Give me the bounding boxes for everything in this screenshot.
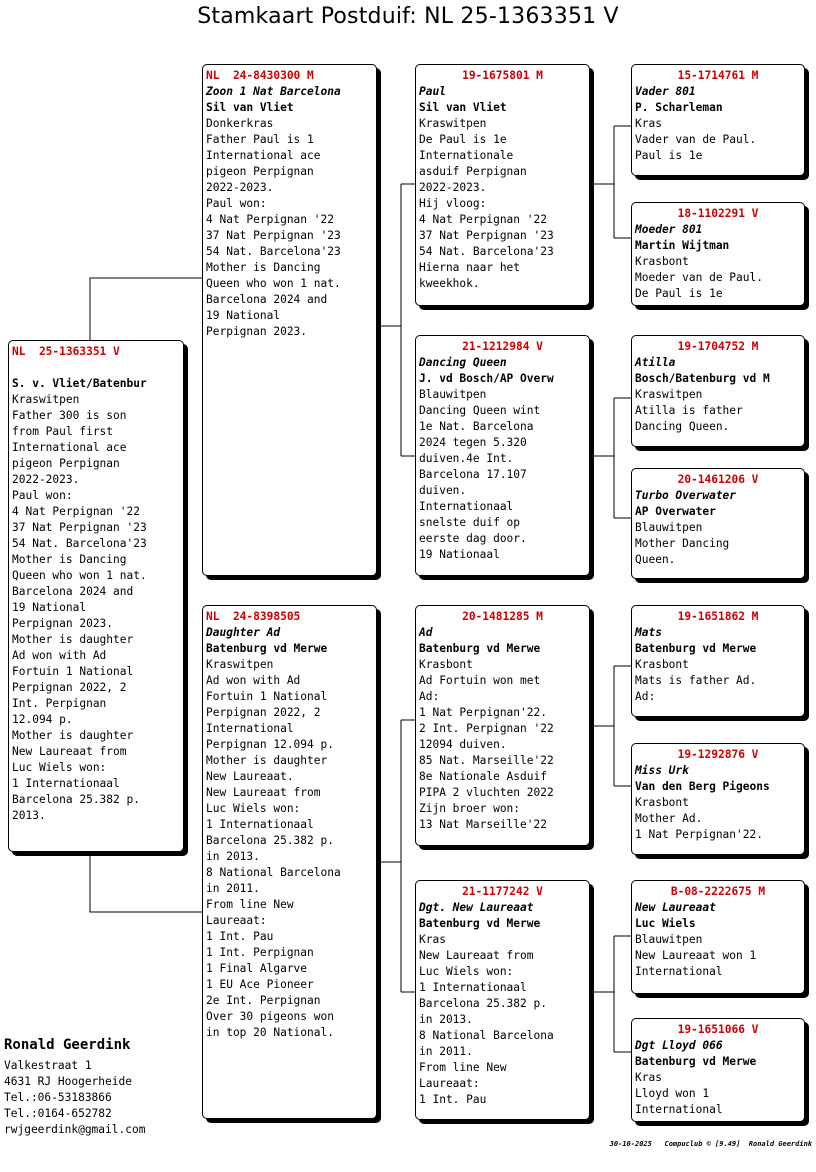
note-line: De Paul is 1e — [419, 133, 507, 146]
mm-name: Dgt. New Laureaat — [419, 901, 534, 914]
note-line: Donkerkras — [206, 117, 274, 130]
fff-ring: 15-1714761 M — [677, 69, 759, 82]
note-line: 1 EU Ace Pioneer — [206, 978, 314, 991]
mmf-notes — [635, 932, 801, 980]
fmf-notes — [635, 387, 801, 435]
note-line: Father 300 is son — [12, 409, 127, 422]
subject-notes — [12, 392, 180, 824]
father-card — [202, 64, 377, 576]
note-line: 1 Int. Perpignan — [206, 946, 314, 959]
father-notes — [206, 116, 373, 340]
note-line: 8e Nationale Asduif — [419, 770, 547, 783]
note-line: pigeon Perpignan — [12, 457, 120, 470]
mmf-breeder: Luc Wiels — [635, 917, 696, 930]
note-line: Ad Fortuin won met — [419, 674, 541, 687]
note-line: Dancing Queen. — [635, 420, 730, 433]
note-line: 8 National Barcelona — [206, 866, 341, 879]
mfm-ring: 19-1292876 V — [677, 748, 759, 761]
owner-line: 4631 RJ Hoogerheide — [4, 1075, 132, 1088]
fff-breeder: P. Scharleman — [635, 101, 723, 114]
note-line: 2022-2023. — [419, 181, 487, 194]
ggp-ffm-card — [631, 202, 805, 306]
note-line: Paul won: — [12, 489, 73, 502]
note-line: 54 Nat. Barcelona'23 — [12, 537, 147, 550]
note-line: 4 Nat Perpignan '22 — [419, 213, 547, 226]
note-line: Zijn broer won: — [419, 802, 521, 815]
note-line: 1 Nat Perpignan'22. — [419, 706, 547, 719]
footer-credit: 30-10-2025 Compuclub © [9.49] Ronald Geerdink — [609, 1140, 812, 1148]
note-line: 1 Internationaal — [12, 777, 120, 790]
note-line: in 2011. — [206, 882, 260, 895]
note-line: in 2011. — [419, 1045, 473, 1058]
note-line: 1 Nat Perpignan'22. — [635, 828, 763, 841]
owner-line: Valkestraat 1 — [4, 1059, 92, 1072]
page-title: Stamkaart Postduif: NL 25-1363351 V — [197, 4, 619, 29]
note-line: from Paul first — [12, 425, 114, 438]
fmm-breeder: AP Overwater — [635, 505, 716, 518]
mmm-ring: 19-1651066 V — [677, 1023, 759, 1036]
note-line: Perpignan 2022, 2 — [206, 706, 321, 719]
fm-name: Dancing Queen — [419, 356, 507, 369]
mm-ring: 21-1177242 V — [462, 885, 543, 898]
note-line: International ace — [206, 149, 321, 162]
note-line: 37 Nat Perpignan '23 — [12, 521, 147, 534]
mm-breeder: Batenburg vd Merwe — [419, 917, 541, 930]
note-line: Hierna naar het — [419, 261, 521, 274]
mmf-name: New Laureaat — [635, 901, 716, 914]
mmm-name: Dgt Lloyd 066 — [635, 1039, 723, 1052]
note-line: Perpignan 12.094 p. — [206, 738, 334, 751]
note-line: Hij vloog: — [419, 197, 487, 210]
mother-breeder: Batenburg vd Merwe — [206, 642, 328, 655]
note-line: in top 20 National. — [206, 1026, 334, 1039]
note-line: Perpignan 2023. — [206, 325, 308, 338]
note-line: Krasbont — [635, 796, 689, 809]
note-line: Luc Wiels won: — [419, 965, 514, 978]
owner-email: rwjgeerdink@gmail.com — [4, 1123, 146, 1136]
note-line: Ad won with Ad — [12, 649, 107, 662]
mff-notes — [635, 657, 801, 705]
grandsire-maternal-card — [415, 605, 590, 846]
ffm-notes — [635, 254, 801, 302]
father-name: Zoon 1 Nat Barcelona — [206, 85, 341, 98]
mfm-name: Miss Urk — [635, 764, 689, 777]
note-line: Blauwitpen — [419, 388, 487, 401]
fm-breeder: J. vd Bosch/AP Overw — [419, 372, 554, 385]
note-line: duiven. — [419, 484, 467, 497]
fmm-name: Turbo Overwater — [635, 489, 737, 502]
note-line: International — [635, 1103, 723, 1116]
ff-notes — [419, 116, 586, 292]
father-breeder: Sil van Vliet — [206, 101, 294, 114]
mmf-ring: B-08-2222675 M — [670, 885, 766, 898]
mf-name: Ad — [419, 626, 433, 639]
note-line: Kras — [419, 933, 446, 946]
note-line: 37 Nat Perpignan '23 — [419, 229, 554, 242]
mmm-breeder: Batenburg vd Merwe — [635, 1055, 757, 1068]
note-line: New Laureaat won 1 — [635, 949, 757, 962]
note-line: 1 Internationaal — [419, 981, 527, 994]
fm-notes — [419, 387, 586, 563]
fmm-ring: 20-1461206 V — [677, 473, 759, 486]
owner-phone: Tel.:06-53183866 — [4, 1091, 112, 1104]
note-line: De Paul is 1e — [635, 287, 723, 300]
ffm-name: Moeder 801 — [635, 223, 703, 236]
note-line: Barcelona 25.382 p. — [419, 997, 547, 1010]
note-line: 85 Nat. Marseille'22 — [419, 754, 554, 767]
note-line: Paul won: — [206, 197, 267, 210]
fmf-ring: 19-1704752 M — [677, 340, 759, 353]
note-line: Mother is daughter — [12, 729, 134, 742]
note-line: duiven.4e Int. — [419, 452, 514, 465]
note-line: 1 Final Algarve — [206, 962, 308, 975]
note-line: Kraswitpen — [206, 658, 274, 671]
note-line: 37 Nat Perpignan '23 — [206, 229, 341, 242]
fmf-breeder: Bosch/Batenburg vd M — [635, 372, 770, 385]
mff-ring: 19-1651862 M — [677, 610, 759, 623]
note-line: Mother is daughter — [206, 754, 328, 767]
note-line: Internationaal — [419, 500, 514, 513]
note-line: New Laureaat. — [206, 770, 294, 783]
note-line: 4 Nat Perpignan '22 — [206, 213, 334, 226]
mf-notes — [419, 657, 586, 833]
grandsire-paternal-card — [415, 64, 590, 306]
note-line: Laureaat: — [419, 1077, 480, 1090]
note-line: Queen who won 1 nat. — [206, 277, 341, 290]
note-line: Internationale — [419, 149, 514, 162]
ff-ring: 19-1675801 M — [462, 69, 543, 82]
ggp-mmf-card — [631, 880, 805, 994]
note-line: 1 Int. Pau — [419, 1093, 487, 1106]
note-line: Mother Dancing — [635, 537, 730, 550]
note-line: 1 Internationaal — [206, 818, 314, 831]
note-line: Krasbont — [635, 255, 689, 268]
mff-breeder: Batenburg vd Merwe — [635, 642, 757, 655]
fmm-notes — [635, 520, 801, 568]
note-line: kweekhok. — [419, 277, 480, 290]
note-line: Barcelona 25.382 p. — [12, 793, 140, 806]
note-line: Barcelona 25.382 p. — [206, 834, 334, 847]
subject-breeder: S. v. Vliet/Batenbur — [12, 377, 147, 390]
note-line: asduif Perpignan — [419, 165, 527, 178]
note-line: Ad: — [635, 690, 656, 703]
ggp-fmf-card — [631, 335, 805, 447]
ff-breeder: Sil van Vliet — [419, 101, 507, 114]
mf-ring: 20-1481285 M — [462, 610, 543, 623]
note-line: Fortuin 1 National — [206, 690, 328, 703]
note-line: 2 Int. Perpignan '22 — [419, 722, 554, 735]
note-line: International — [206, 722, 294, 735]
note-line: International — [635, 965, 723, 978]
note-line: Mother is daughter — [12, 633, 134, 646]
fmf-name: Atilla — [635, 356, 676, 369]
note-line: 19 National — [12, 601, 87, 614]
note-line: PIPA 2 vluchten 2022 — [419, 786, 554, 799]
note-line: Vader van de Paul. — [635, 133, 757, 146]
father-ring: NL 24-8430300 M — [206, 69, 314, 82]
ffm-ring: 18-1102291 V — [677, 207, 759, 220]
mfm-breeder: Van den Berg Pigeons — [635, 780, 770, 793]
note-line: Krasbont — [635, 658, 689, 671]
note-line: 4 Nat Perpignan '22 — [12, 505, 140, 518]
note-line: pigeon Perpignan — [206, 165, 314, 178]
fff-notes — [635, 116, 801, 164]
mmm-notes — [635, 1070, 801, 1118]
note-line: 12094 duiven. — [419, 738, 507, 751]
note-line: Mother Ad. — [635, 812, 703, 825]
note-line: Barcelona 2024 and — [12, 585, 134, 598]
note-line: Int. Perpignan — [12, 697, 107, 710]
note-line: 19 National — [206, 309, 281, 322]
note-line: Mats is father Ad. — [635, 674, 757, 687]
note-line: Ad won with Ad — [206, 674, 301, 687]
note-line: 1 Int. Pau — [206, 930, 274, 943]
note-line: Kraswitpen — [419, 117, 487, 130]
note-line: From line New — [419, 1061, 507, 1074]
note-line: 2024 tegen 5.320 — [419, 436, 527, 449]
mother-ring: NL 24-8398505 — [206, 610, 301, 623]
mother-name: Daughter Ad — [206, 626, 281, 639]
note-line: 2013. — [12, 809, 46, 822]
note-line: Luc Wiels won: — [12, 761, 107, 774]
note-line: 2e Int. Perpignan — [206, 994, 321, 1007]
mfm-notes — [635, 795, 801, 843]
note-line: Lloyd won 1 — [635, 1087, 710, 1100]
note-line: eerste dag door. — [419, 532, 527, 545]
note-line: 54 Nat. Barcelona'23 — [419, 245, 554, 258]
note-line: 54 Nat. Barcelona'23 — [206, 245, 341, 258]
note-line: Kras — [635, 117, 662, 130]
note-line: snelste duif op — [419, 516, 521, 529]
note-line: Queen who won 1 nat. — [12, 569, 147, 582]
mm-notes — [419, 932, 586, 1108]
note-line: Barcelona 2024 and — [206, 293, 328, 306]
ggp-fmm-card — [631, 468, 805, 579]
note-line: Kras — [635, 1071, 662, 1084]
ffm-breeder: Martin Wijtman — [635, 239, 730, 252]
note-line: New Laureaat from — [419, 949, 534, 962]
mother-card — [202, 605, 377, 1119]
note-line: 2022-2023. — [206, 181, 274, 194]
note-line: From line New — [206, 898, 294, 911]
note-line: in 2013. — [419, 1013, 473, 1026]
owner-block — [4, 1035, 145, 1138]
subject-ring: NL 25-1363351 V — [12, 345, 120, 358]
note-line: 1e Nat. Barcelona — [419, 420, 534, 433]
ggp-fff-card — [631, 64, 805, 176]
note-line: New Laureaat from — [206, 786, 321, 799]
note-line: Krasbont — [419, 658, 473, 671]
note-line: Ad: — [419, 690, 440, 703]
granddam-paternal-card — [415, 335, 590, 576]
owner-name: Ronald Geerdink — [4, 1037, 131, 1053]
mff-name: Mats — [635, 626, 662, 639]
note-line: Mother is Dancing — [12, 553, 127, 566]
note-line: Paul is 1e — [635, 149, 703, 162]
granddam-maternal-card — [415, 880, 590, 1120]
note-line: Fortuin 1 National — [12, 665, 134, 678]
note-line: Father Paul is 1 — [206, 133, 314, 146]
note-line: 13 Nat Marseille'22 — [419, 818, 547, 831]
note-line: Luc Wiels won: — [206, 802, 301, 815]
ggp-mmm-card — [631, 1018, 805, 1122]
note-line: 8 National Barcelona — [419, 1029, 554, 1042]
ggp-mfm-card — [631, 743, 805, 855]
note-line: 19 Nationaal — [419, 548, 500, 561]
note-line: Barcelona 17.107 — [419, 468, 527, 481]
note-line: Kraswitpen — [635, 388, 703, 401]
note-line: Laureaat: — [206, 914, 267, 927]
note-line: Perpignan 2022, 2 — [12, 681, 127, 694]
subject-card — [8, 340, 184, 852]
mf-breeder: Batenburg vd Merwe — [419, 642, 541, 655]
note-line: New Laureaat from — [12, 745, 127, 758]
ff-name: Paul — [419, 85, 446, 98]
note-line: in 2013. — [206, 850, 260, 863]
note-line: Kraswitpen — [12, 393, 80, 406]
fff-name: Vader 801 — [635, 85, 696, 98]
note-line: International ace — [12, 441, 127, 454]
note-line: Over 30 pigeons won — [206, 1010, 334, 1023]
note-line: 12.094 p. — [12, 713, 73, 726]
mother-notes — [206, 657, 373, 1041]
note-line: Blauwitpen — [635, 521, 703, 534]
note-line: Mother is Dancing — [206, 261, 321, 274]
note-line: Moeder van de Paul. — [635, 271, 763, 284]
note-line: Atilla is father — [635, 404, 743, 417]
note-line: Blauwitpen — [635, 933, 703, 946]
note-line: Dancing Queen wint — [419, 404, 541, 417]
ggp-mff-card — [631, 605, 805, 717]
fm-ring: 21-1212984 V — [462, 340, 543, 353]
note-line: Perpignan 2023. — [12, 617, 114, 630]
note-line: Queen. — [635, 553, 676, 566]
note-line: 2022-2023. — [12, 473, 80, 486]
owner-phone: Tel.:0164-652782 — [4, 1107, 112, 1120]
